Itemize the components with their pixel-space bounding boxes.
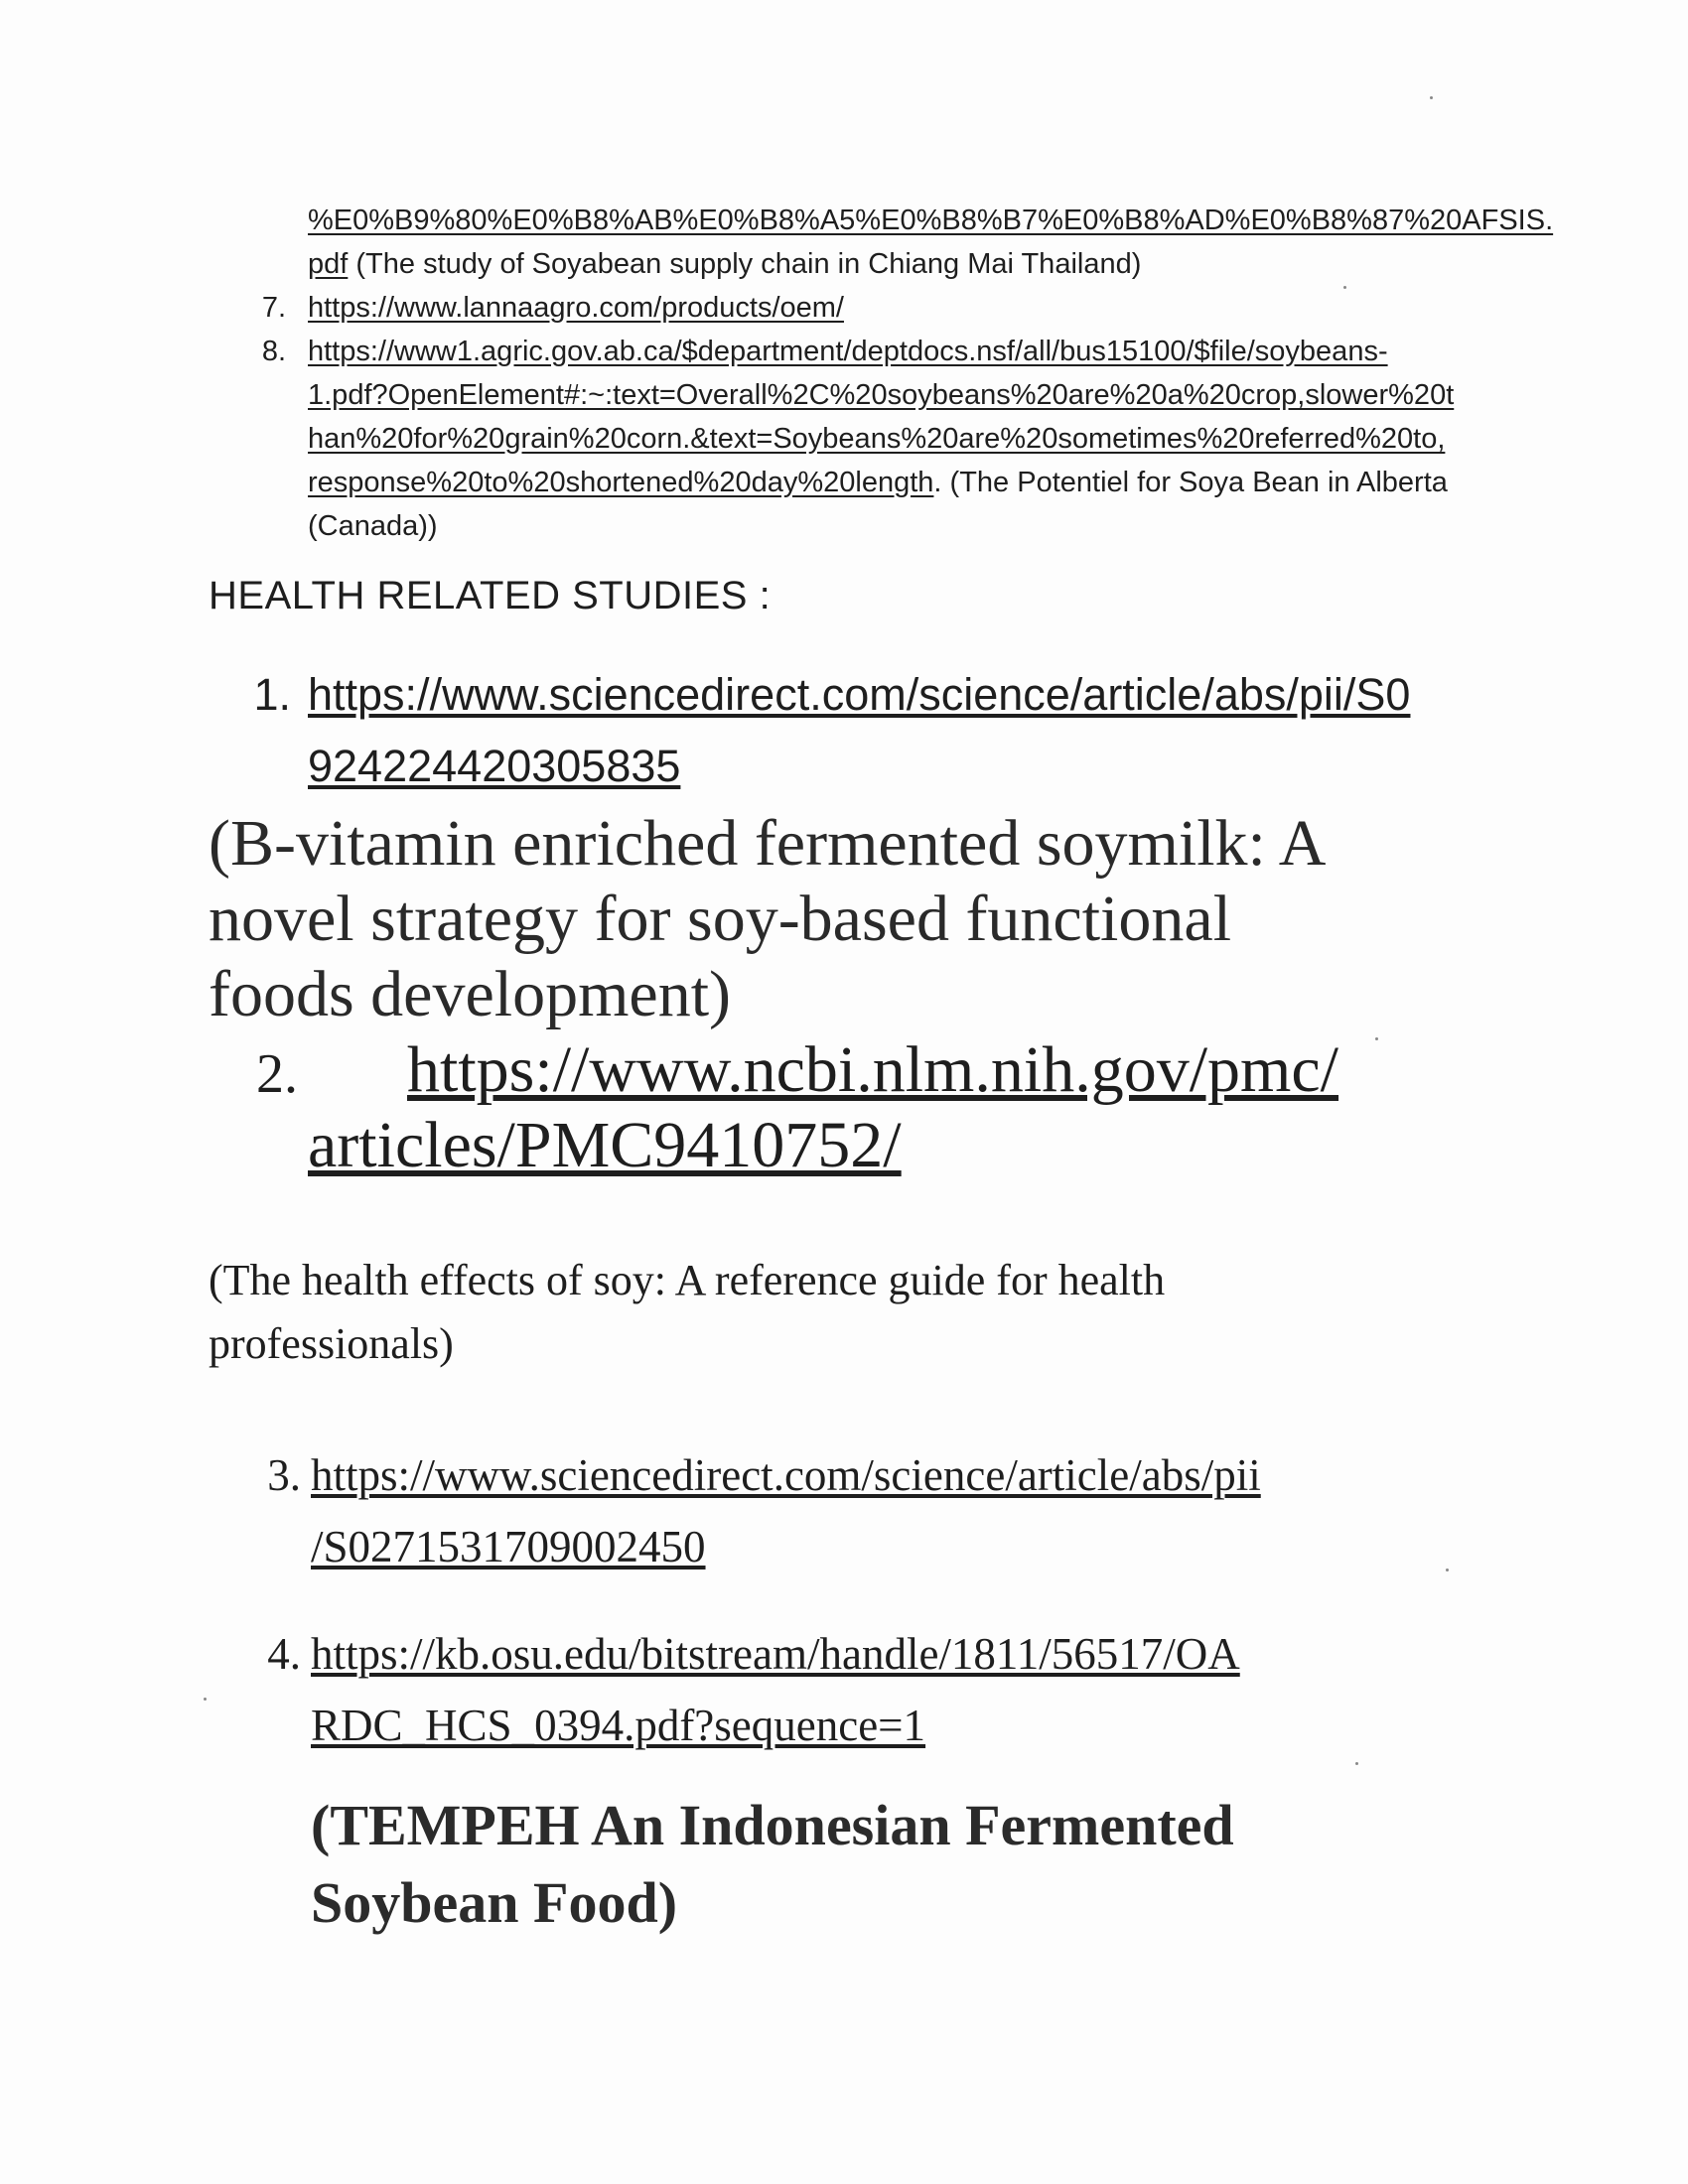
health-item-1-link-part1[interactable]: https://www.sciencedirect.com/science/article/abs/pii/S0 — [308, 669, 1411, 720]
health-item-2-number: 2. — [256, 1043, 298, 1105]
health-item-1-title-line1: (B-vitamin enriched fermented soymilk: A — [209, 807, 1327, 880]
health-item-3-line2 — [311, 1511, 706, 1582]
ref6-line1[interactable] — [308, 199, 1553, 242]
scan-speck — [1430, 96, 1433, 99]
ref8-link-part4[interactable]: response%20to%20shortened%20day%20length — [308, 467, 934, 498]
health-item-3-link-part1[interactable]: https://www.sciencedirect.com/science/article/abs/pii — [311, 1450, 1261, 1500]
ref8-line1 — [308, 330, 1388, 373]
scan-speck — [1375, 1037, 1378, 1040]
ref8-description: . (The Potentiel for Soya Bean in Alberta — [933, 467, 1448, 498]
health-item-1-line1 — [308, 659, 1410, 731]
health-item-1-line2 — [308, 731, 680, 802]
ref8-link-part2[interactable]: 1.pdf?OpenElement#:~:text=Overall%2C%20soybeans%20are%20a%20crop,slower%20t — [308, 379, 1455, 411]
health-item-4-link-part2[interactable]: RDC_HCS_0394.pdf?sequence=1 — [311, 1701, 926, 1750]
health-item-4-line2 — [311, 1690, 925, 1761]
ref7-line — [308, 286, 844, 330]
ref8-number: 8. — [261, 336, 286, 367]
health-item-2-title-line2: professionals) — [209, 1319, 454, 1368]
scan-speck — [1343, 286, 1346, 289]
health-item-3-link-part2[interactable]: /S0271531709002450 — [311, 1522, 706, 1571]
health-item-2-link-part1[interactable]: https://www.ncbi.nlm.nih.gov/pmc/ — [407, 1033, 1339, 1106]
health-item-3-line1 — [311, 1439, 1261, 1511]
ref7-number: 7. — [261, 292, 286, 324]
ref6-link-part1[interactable]: %E0%B9%80%E0%B8%AB%E0%B8%A5%E0%B8%B7%E0%B8%AD%E0%B8%87%20AFSIS. — [308, 205, 1554, 236]
health-item-3-number: 3. — [267, 1450, 301, 1500]
ref6-description: (The study of Soyabean supply chain in Chiang Mai Thailand) — [348, 248, 1142, 280]
health-item-2-line1 — [407, 1032, 1338, 1108]
ref8-description-end: (Canada)) — [308, 510, 438, 542]
health-item-4-link-part1[interactable]: https://kb.osu.edu/bitstream/handle/1811/56517/OA — [311, 1629, 1240, 1679]
scan-speck — [204, 1698, 207, 1701]
health-item-2-line2 — [308, 1108, 902, 1183]
health-item-1-number: 1. — [253, 669, 291, 720]
health-item-2-title-line1: (The health effects of soy: A reference guide for health — [209, 1256, 1166, 1304]
ref8-line4 — [308, 461, 1448, 504]
ref8-link-part3[interactable]: han%20for%20grain%20corn.&text=Soybeans%20are%20sometimes%20referred%20to, — [308, 423, 1446, 455]
scan-speck — [1355, 1762, 1358, 1765]
section-heading: HEALTH RELATED STUDIES : — [209, 574, 772, 617]
health-item-4-title-line2: Soybean Food) — [311, 1870, 678, 1935]
health-item-4-line1 — [311, 1618, 1240, 1690]
health-item-1-title-line3: foods development) — [209, 958, 732, 1030]
health-item-1-title-line2: novel strategy for soy-based functional — [209, 883, 1232, 955]
ref8-link-part1[interactable]: https://www1.agric.gov.ab.ca/$department/deptdocs.nsf/all/bus15100/$file/soybeans- — [308, 336, 1388, 367]
health-item-4-title-line1: (TEMPEH An Indonesian Fermented — [311, 1793, 1234, 1857]
health-item-4-number: 4. — [267, 1629, 301, 1679]
ref8-line5 — [308, 504, 438, 548]
ref6-link-part2[interactable]: pdf — [308, 248, 349, 280]
health-item-2-link-part2[interactable]: articles/PMC9410752/ — [308, 1109, 902, 1181]
scan-speck — [1446, 1569, 1449, 1571]
health-item-1-link-part2[interactable]: 924224420305835 — [308, 741, 681, 791]
ref7-link[interactable]: https://www.lannaagro.com/products/oem/ — [308, 292, 844, 324]
ref6-line2 — [308, 242, 1141, 286]
ref8-line2 — [308, 373, 1454, 417]
ref8-line3 — [308, 417, 1445, 461]
